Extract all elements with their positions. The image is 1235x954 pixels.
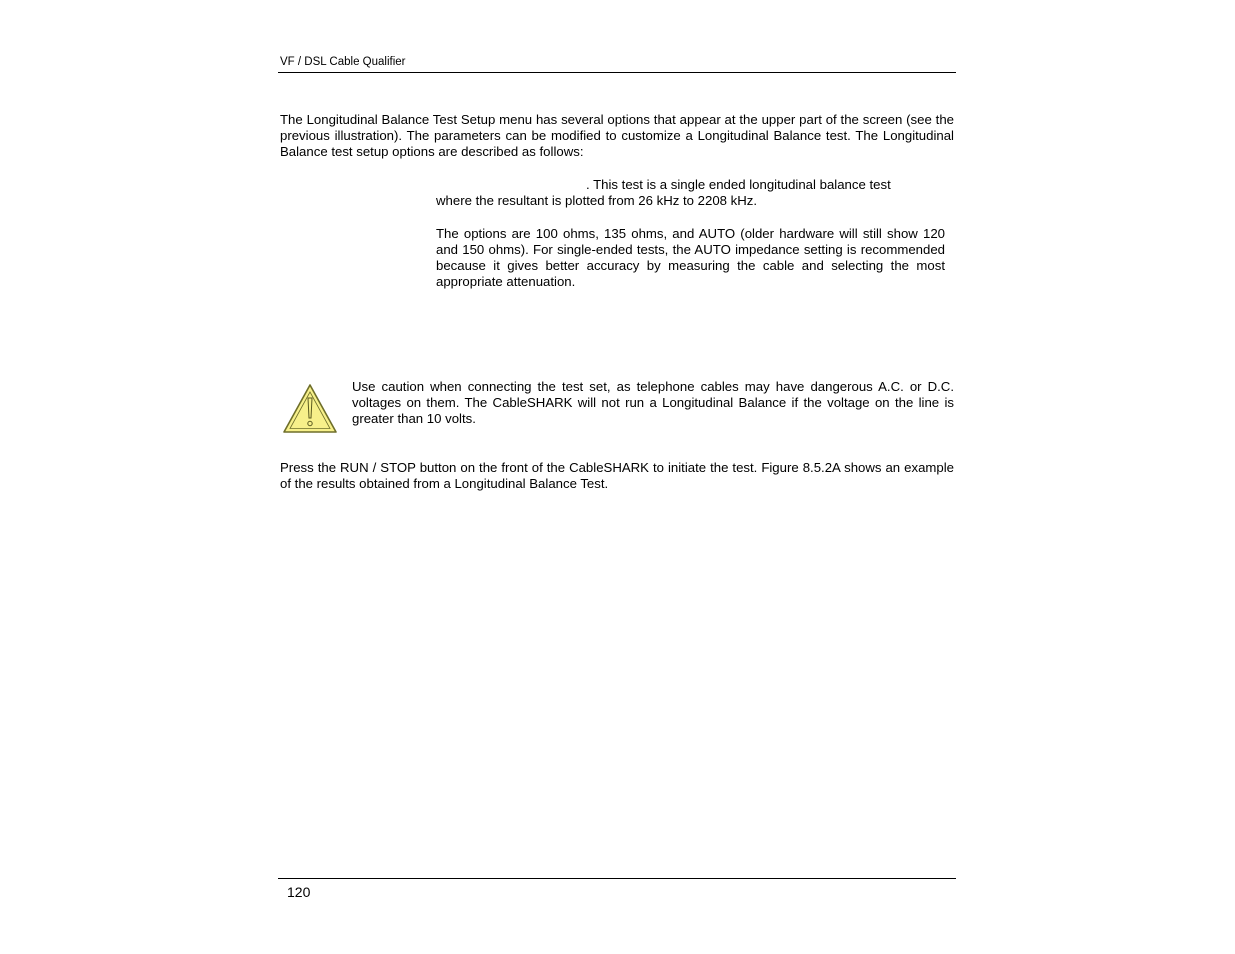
running-header: VF / DSL Cable Qualifier [280,56,406,68]
caution-note: Use caution when connecting the test set, as telephone cables may have dangerous A.C. or D.C. voltages on them. The CableSHARK will not run a Longitudinal Balance if the voltage on the line is greater than 10 volts. [352,379,954,426]
footer-divider [278,878,956,879]
header-divider [278,72,956,73]
intro-paragraph: The Longitudinal Balance Test Setup menu has several options that appear at the upper part of the screen (see the previous illustration). The parameters can be modified to customize a Longitudinal Balance test. The Longitudinal Balance test setup options are described as follows: [280,112,954,159]
test-type-description-line1: . This test is a single ended longitudinal balance test [586,177,891,192]
warning-triangle-icon [282,383,338,435]
impedance-description: The options are 100 ohms, 135 ohms, and AUTO (older hardware will still show 120 and 150 ohms). For single-ended tests, the AUTO impedance setting is recommended because it gives better accuracy by measuring the cable and selecting the most appropriate attenuation. [436,226,945,289]
test-type-description-line2: where the resultant is plotted from 26 kHz to 2208 kHz. [436,193,758,208]
run-instructions-paragraph: Press the RUN / STOP button on the front of the CableSHARK to initiate the test. Figure 8.5.2A shows an example of the results obtained from a Longitudinal Balance Test. [280,460,954,491]
page-number: 120 [287,884,311,900]
